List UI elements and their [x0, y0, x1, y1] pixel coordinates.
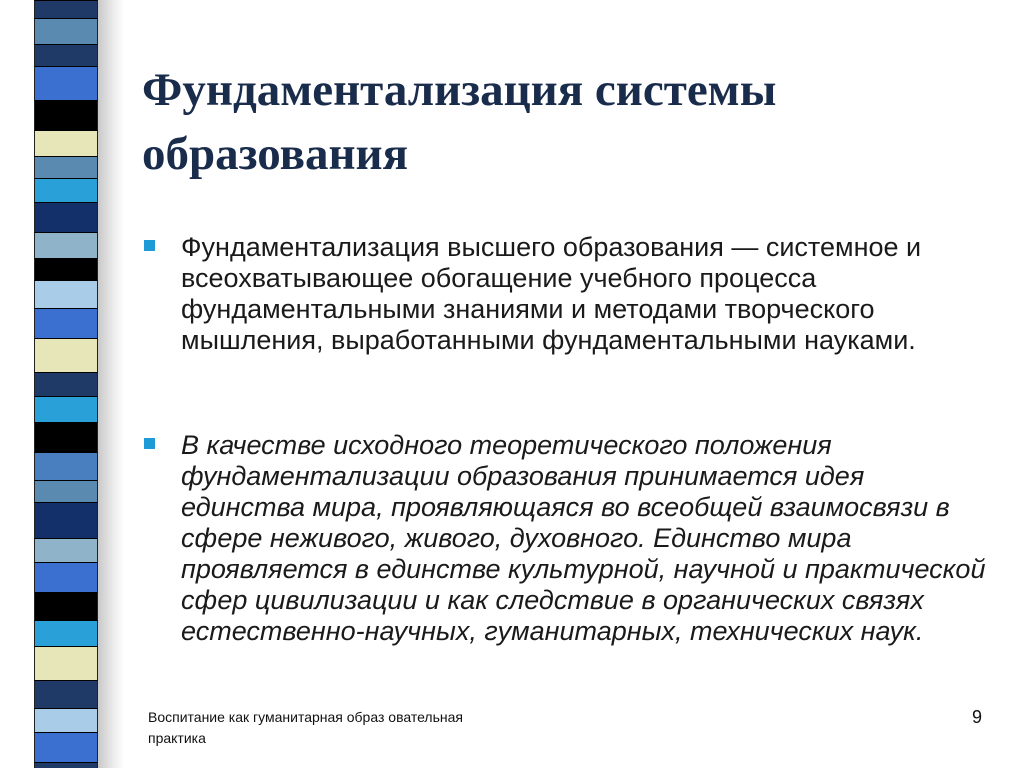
stripe-segment — [34, 156, 98, 178]
stripe-segment — [34, 732, 98, 762]
stripe-segment — [34, 0, 98, 18]
slide-title: Фундаментализация системы образования — [142, 64, 777, 180]
stripe-segment — [34, 592, 98, 620]
square-bullet-icon — [144, 438, 155, 449]
slide-footer: Воспитание как гуманитарная образ овательная практика — [148, 709, 463, 746]
stripe-segment — [34, 762, 98, 768]
bullet-text: В качестве исходного теоретического положения фундаментализации образования принимается идея единства мира, проявляющаяся во всеобщей взаимосвязи в сфере неживого, живого, духовного. Единство мира проявляется в единстве культурной, научной и практической сфер цивилизации и как следствие в органических связях естественно-научных, гуманитарных, технических наук. — [181, 430, 986, 646]
stripe-segment — [34, 502, 98, 538]
bullet-text: Фундаментализация высшего образования — системное и всеохватывающее обогащение учебного процесса фундаментальными знаниями и методами творческого мышления, выработанными фундаментальными науками. — [181, 232, 922, 355]
stripe-segment — [34, 422, 98, 452]
stripe-segment — [34, 708, 98, 732]
stripe-segment — [34, 680, 98, 708]
stripe-segment — [34, 18, 98, 44]
stripe-segment — [34, 202, 98, 232]
stripe-segment — [34, 280, 98, 308]
stripe-segment — [34, 178, 98, 202]
stripe-segment — [34, 66, 98, 100]
square-bullet-icon — [144, 240, 155, 251]
stripe-segment — [34, 44, 98, 66]
stripe-segment — [34, 258, 98, 280]
stripe-segment — [34, 338, 98, 372]
stripe-segment — [34, 620, 98, 646]
stripe-segment — [34, 232, 98, 258]
stripe-segment — [34, 538, 98, 562]
left-decorative-stripe — [0, 0, 124, 768]
stripe-segment — [34, 308, 98, 338]
stripe-segment — [34, 396, 98, 422]
stripe-segment — [34, 100, 98, 130]
stripe-segment — [34, 452, 98, 480]
stripe-segment — [34, 646, 98, 680]
page-number: 9 — [972, 707, 983, 727]
stripe-segment — [34, 372, 98, 396]
stripe-segment — [34, 480, 98, 502]
stripe-segment — [34, 562, 98, 592]
stripe-segment — [34, 130, 98, 156]
